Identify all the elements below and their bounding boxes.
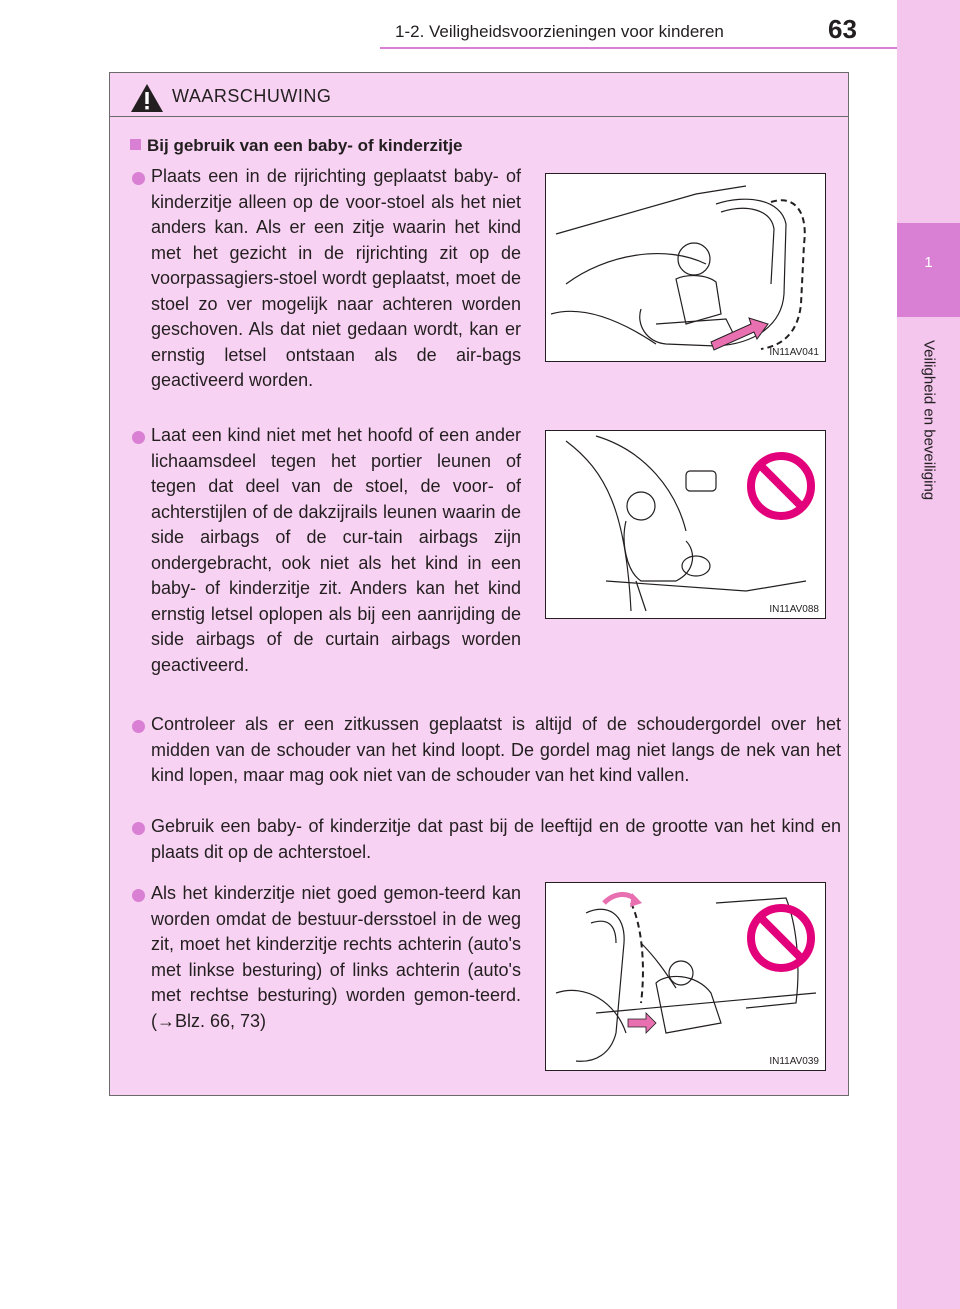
bullet-icon — [132, 889, 145, 902]
warning-item: Plaats een in de rijrichting geplaatst baby- of kinderzitje alleen op de voor-stoel als het niet anders kan. Als er een zitje waarin het kind met het gezicht in de rijrichting zit op de voorpassagiers-stoel wordt geplaatst, moet de stoel zo ver mogelijk naar achteren worden geschoven. Als dat niet gedaan wordt, kan er ernstig letsel ontstaan als de air-bags geactiveerd worden. — [151, 166, 521, 390]
figure-rear-seat-install — [545, 882, 826, 1071]
bullet-icon — [132, 822, 145, 835]
figure-code: IN11AV088 — [769, 604, 819, 615]
figure-child-leaning — [545, 430, 826, 619]
section-header: 1-2. Veiligheidsvoorzieningen voor kinderen — [395, 22, 724, 41]
square-bullet-icon — [130, 139, 141, 150]
warning-item: Gebruik een baby- of kinderzitje dat past bij de leeftijd en de grootte van het kind en plaats dit op de achterstoel. — [151, 816, 841, 862]
figure-code: IN11AV039 — [769, 1056, 819, 1067]
child-seat-front-illustration — [546, 174, 825, 361]
warning-box — [109, 72, 849, 1096]
header-rule — [380, 47, 897, 49]
chapter-title: Veiligheid en beveiliging — [920, 340, 938, 501]
rear-seat-install-illustration — [546, 883, 825, 1070]
warning-item: Als het kinderzitje niet goed gemon-teerd kan worden omdat de bestuur-dersstoel in de weg zit, moet het kinderzitje rechts achterin (auto's met linkse besturing) of links achterin (auto's met rechtse besturing) worden gemon-teerd. (→Blz. 66, 73) — [151, 883, 521, 1031]
warning-section-title-text: Bij gebruik van een baby- of kinderzitje — [147, 136, 463, 155]
child-leaning-illustration — [546, 431, 825, 618]
figure-code: IN11AV041 — [769, 347, 819, 358]
warning-item: Controleer als er een zitkussen geplaatst is altijd of de schoudergordel over het midden van de schouder van het kind loopt. De gordel mag niet langs de nek van het kind lopen, maar mag ook niet van de schouder van het kind vallen. — [151, 714, 841, 785]
warning-header — [110, 73, 848, 117]
page-number: 63 — [828, 14, 857, 44]
chapter-number: 1 — [924, 254, 933, 271]
chapter-sidebar — [897, 0, 960, 1309]
bullet-icon — [132, 172, 145, 185]
figure-child-seat-front — [545, 173, 826, 362]
warning-label: WAARSCHUWING — [172, 86, 332, 106]
warning-triangle-icon — [130, 83, 164, 113]
warning-item: Laat een kind niet met het hoofd of een ander lichaamsdeel tegen het portier leunen of tegen dat deel van de stoel, de voor- of achterstijlen of de dakzijrails leunen waarin de side airbags of de cur-tain airbags zijn ondergebracht, ook niet als het kind in een baby- of kinderzitje zit. Anders kan het kind ernstig letsel oplopen als bij een aanrijding de side airbags of de curtain airbags worden geactiveerd. — [151, 425, 521, 675]
warning-section-title — [130, 136, 463, 156]
bullet-icon — [132, 431, 145, 444]
bullet-icon — [132, 720, 145, 733]
